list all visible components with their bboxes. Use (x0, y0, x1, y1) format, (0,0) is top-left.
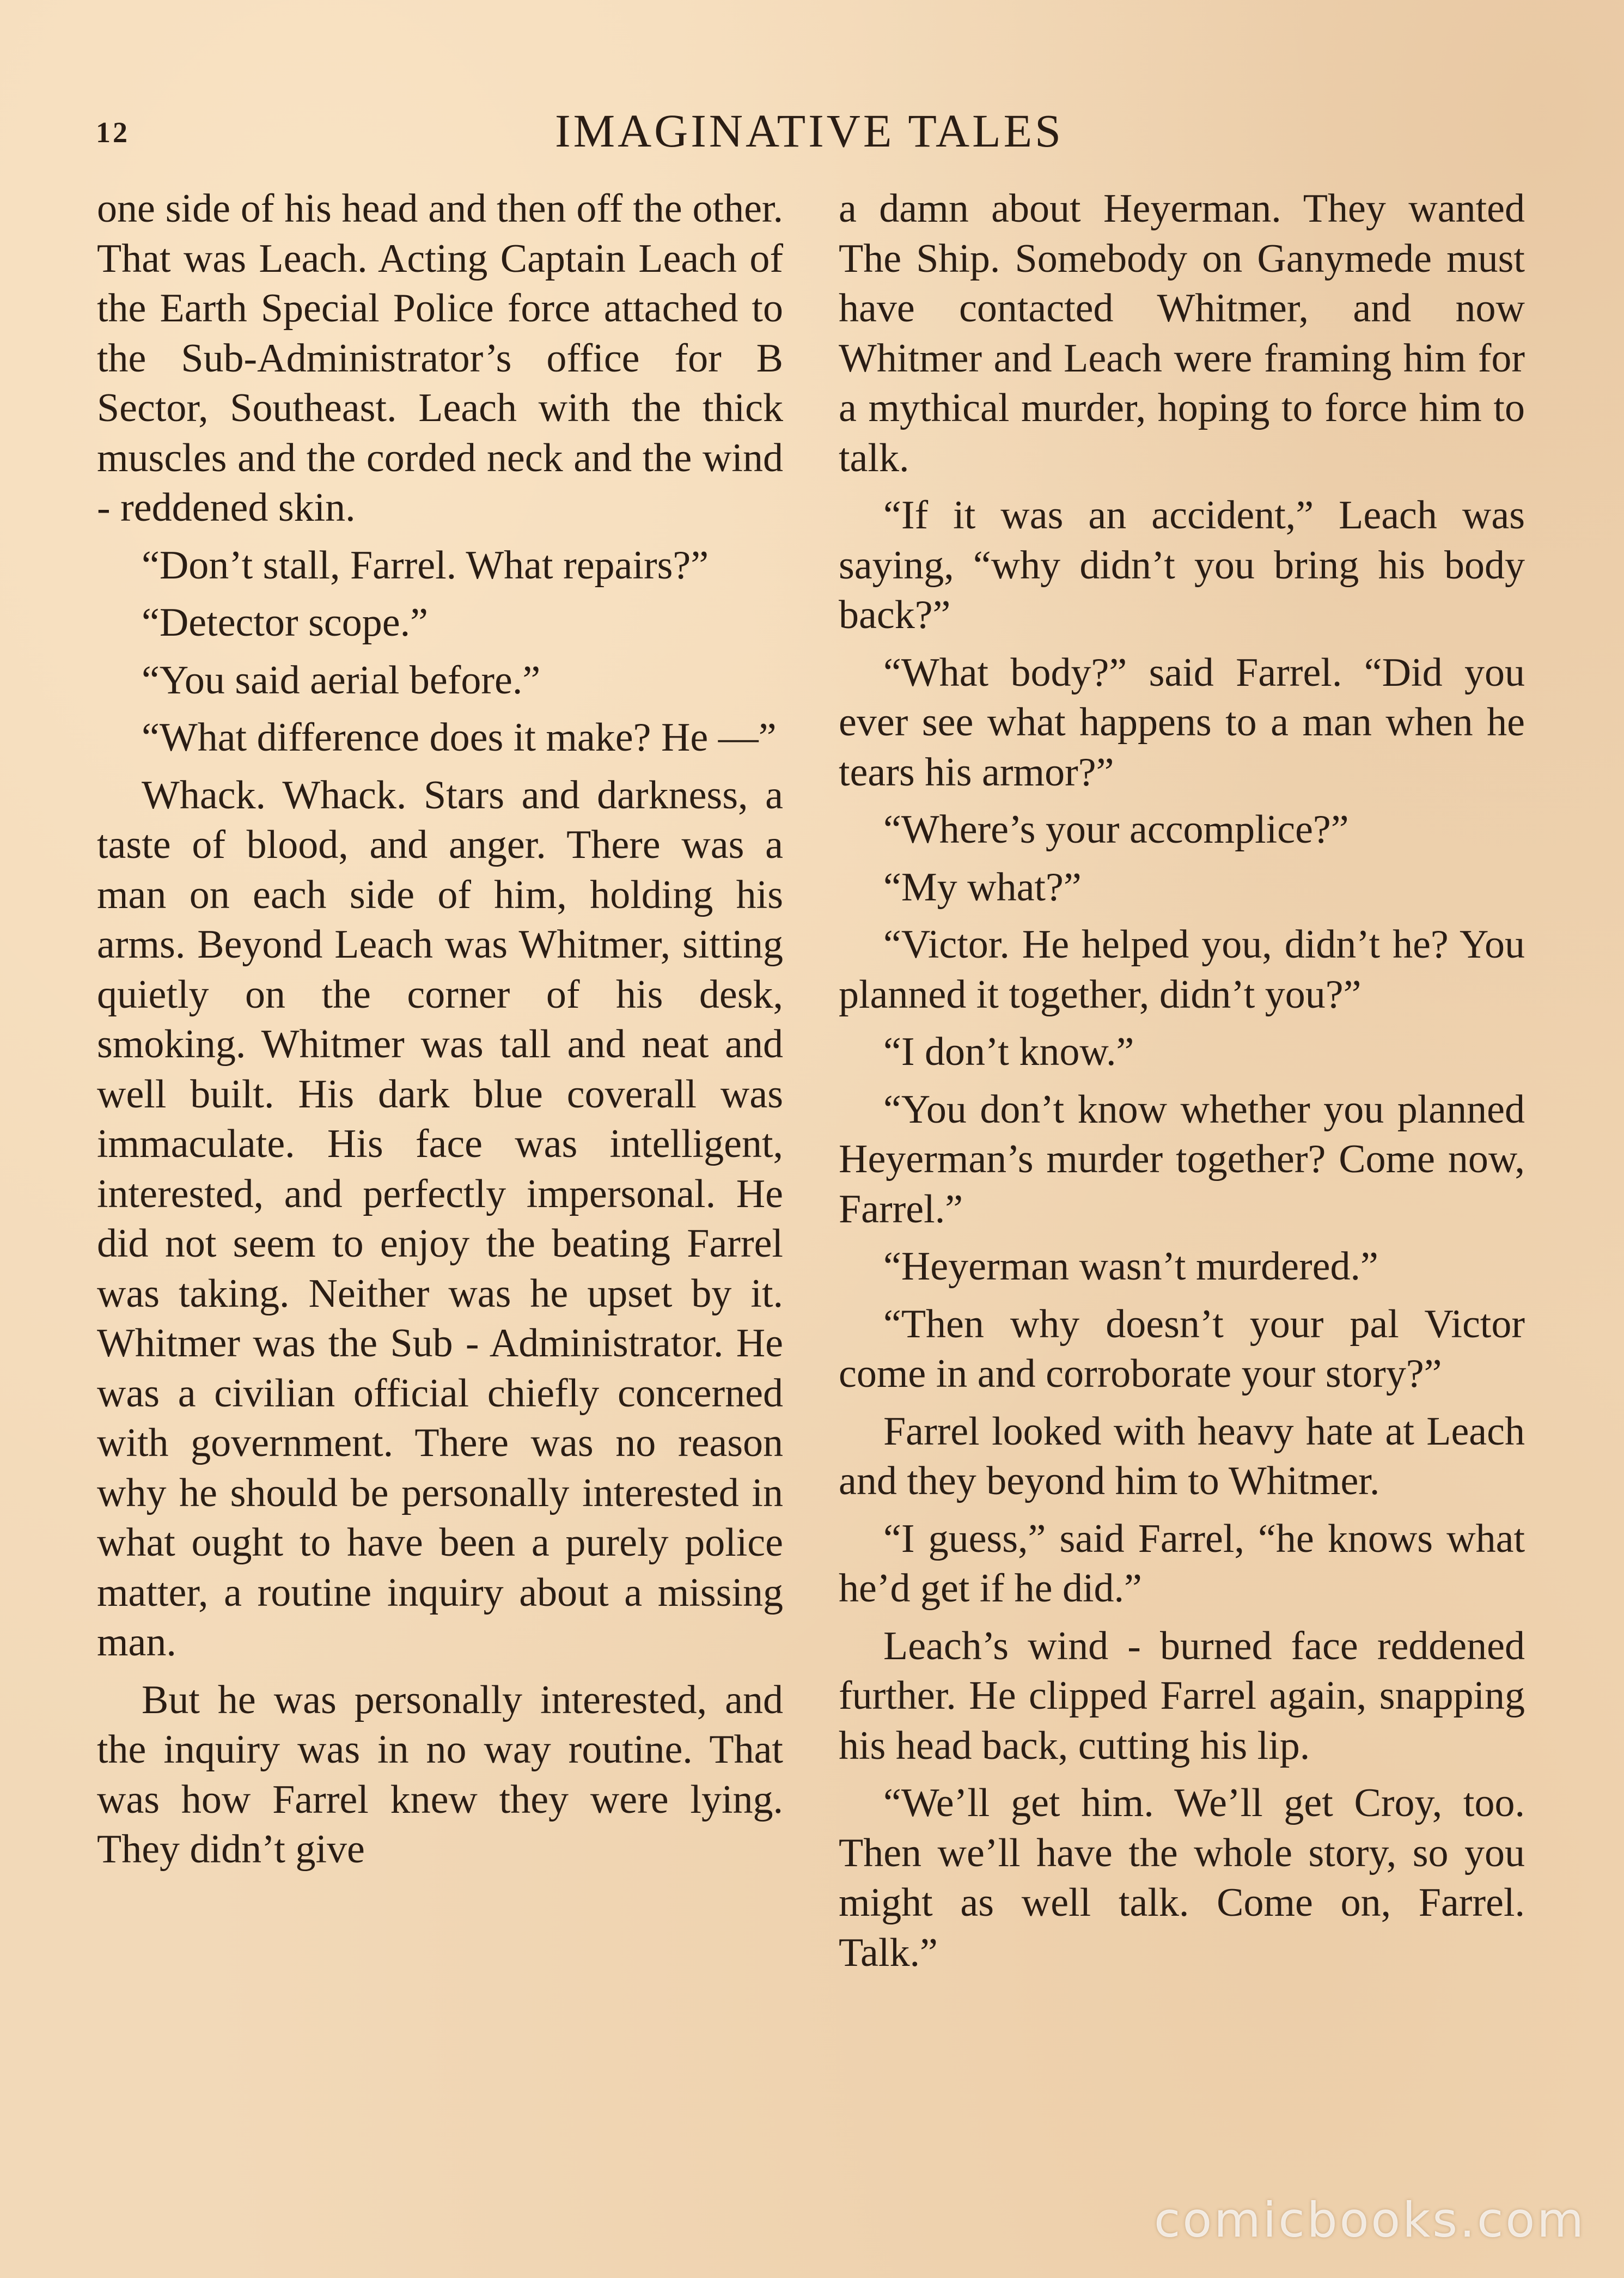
paragraph: “Don’t stall, Farrel. What repairs?” (142, 543, 709, 588)
running-head: IMAGINATIVE TALES (554, 105, 1064, 157)
paragraph: a damn about Heyerman. They wanted The Ship. Somebody on Ganymede must have contacted Whitmer, and now Whitmer and Leach were framing him for a mythical murder, hoping to force him to talk. (839, 186, 1525, 480)
paragraph: “If it was an accident,” Leach was saying, “why didn’t you bring his body back?” (839, 493, 1525, 637)
paragraph: “Heyerman wasn’t murdered.” (883, 1244, 1378, 1289)
paragraph: But he was personally interested, and the inquiry was in no way routine. That was how Farrel knew they were lying. They didn’t give (97, 1677, 783, 1872)
page-header (96, 103, 1523, 163)
paragraph: “Then why doesn’t your pal Victor come in and corroborate your story?” (839, 1301, 1525, 1396)
paragraph: “I guess,” said Farrel, “he knows what he’d get if he did.” (839, 1516, 1525, 1611)
paragraph: “I don’t know.” (883, 1030, 1134, 1074)
paragraph: Whack. Whack. Stars and darkness, a taste of blood, and anger. There was a man on each side of him, holding his arms. Beyond Leach was Whitmer, sitting quietly on the corner of his desk, smoking. Whitmer was tall and neat and well built. His dark blue coverall was immaculate. His face was intelligent, interested, and perfectly impersonal. He did not seem to enjoy the beating Farrel was taking. Neither was he upset by it. Whitmer was the Sub - Administrator. He was a civilian official chiefly concerned with government. There was no reason why he should be personally interested in what ought to have been a purely police matter, a routine inquiry about a missing man. (97, 772, 783, 1665)
page-number: 12 (96, 116, 130, 149)
paragraph: Leach’s wind - burned face reddened further. He clipped Farrel again, snapping his head back, cutting his lip. (839, 1623, 1525, 1768)
paragraph: “You don’t know whether you planned Heyerman’s murder together? Come now, Farrel.” (839, 1087, 1525, 1232)
right-column (839, 184, 1525, 1985)
watermark: comicbooks.com (1153, 2192, 1586, 2248)
paragraph: “What difference does it make? He —” (142, 715, 777, 760)
left-column (97, 184, 783, 1883)
paragraph: Farrel looked with heavy hate at Leach and they beyond him to Whitmer. (839, 1409, 1525, 1503)
paragraph: “Detector scope.” (142, 600, 428, 645)
paragraph: “Where’s your accomplice?” (883, 807, 1349, 852)
paragraph: “We’ll get him. We’ll get Croy, too. Then we’ll have the whole story, so you might as well talk. Come on, Farrel. Talk.” (839, 1781, 1525, 1975)
paragraph: “You said aerial before.” (142, 657, 541, 703)
paragraph: one side of his head and then off the other. That was Leach. Acting Captain Leach of the Earth Special Police force attached to the Sub-Administrator’s office for B Sector, Southeast. Leach with the thick muscles and the corded neck and the wind - reddened skin. (97, 186, 783, 530)
paragraph: “My what?” (883, 864, 1082, 910)
paragraph: “What body?” said Farrel. “Did you ever see what happens to a man when he tears his armor?” (839, 650, 1525, 795)
paragraph: “Victor. He helped you, didn’t he? You planned it together, didn’t you?” (839, 922, 1525, 1017)
